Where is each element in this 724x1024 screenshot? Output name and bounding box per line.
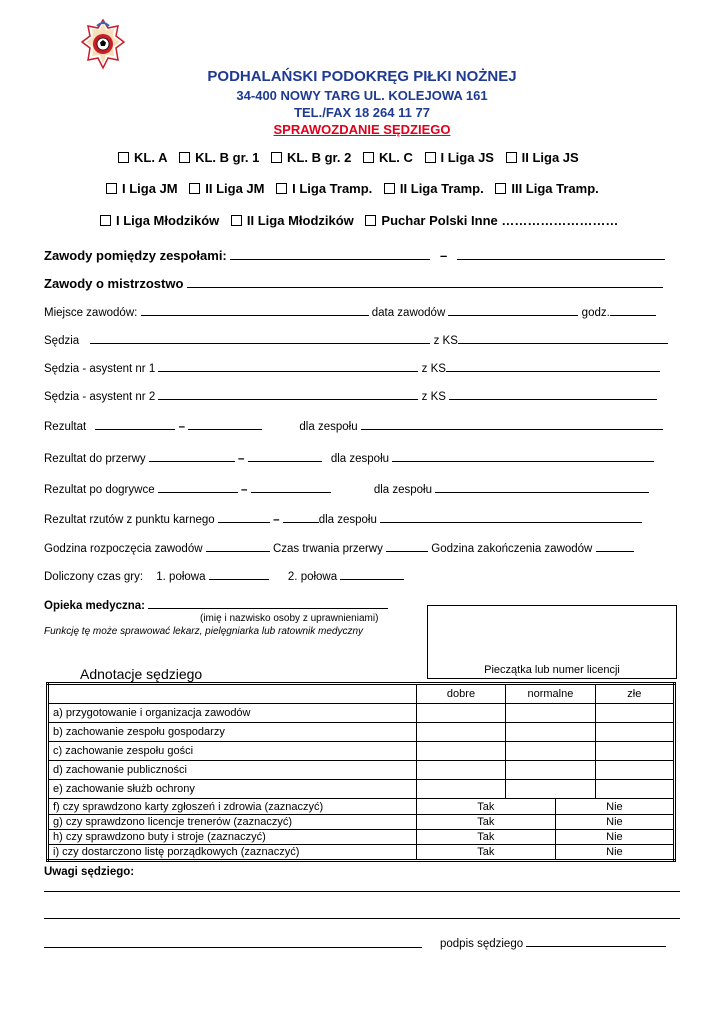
league-checkbox[interactable] xyxy=(118,152,129,163)
league-checkbox[interactable] xyxy=(106,183,117,194)
assistant1-club-field[interactable] xyxy=(446,361,660,372)
table-header-row xyxy=(48,684,675,704)
check-row xyxy=(48,845,675,861)
org-phone: TEL./FAX 18 264 11 77 xyxy=(294,105,430,120)
penalties-row xyxy=(44,512,642,526)
column-header: normalne xyxy=(506,684,596,704)
check-label: g) czy sprawdzono licencje trenerów (zaznaczyć) xyxy=(48,815,417,830)
check-yes[interactable]: Tak xyxy=(416,845,555,861)
penalties-team-field[interactable] xyxy=(380,512,642,523)
league-checkbox[interactable] xyxy=(495,183,506,194)
check-no[interactable]: Nie xyxy=(555,799,674,815)
club-logo xyxy=(80,18,126,72)
table-row xyxy=(48,780,675,799)
column-header: dobre xyxy=(416,684,505,704)
rating-cell[interactable] xyxy=(595,704,674,723)
referee-field[interactable] xyxy=(90,333,430,344)
referee-club-label: z KS xyxy=(433,335,458,347)
halftime-team-label: dla zespołu xyxy=(330,453,390,465)
penalties-away-field[interactable] xyxy=(283,512,319,523)
teams-row xyxy=(44,248,665,263)
medical-hint: (imię i nazwisko osoby z uprawnieniami) xyxy=(200,613,379,624)
assistant1-row xyxy=(44,361,660,375)
league-label: I Liga JM xyxy=(122,181,178,196)
championship-label: Zawody o mistrzostwo xyxy=(44,276,184,291)
referee-label: Sędzia xyxy=(44,335,80,347)
medical-label: Opieka medyczna: xyxy=(44,600,145,612)
rating-cell[interactable] xyxy=(416,780,505,799)
result-label: Rezultat xyxy=(44,421,87,433)
league-label: KL. A xyxy=(134,150,168,165)
extratime-label: Rezultat po dogrywce xyxy=(44,484,155,496)
medical-note: Funkcję tę może sprawować lekarz, pielęgniarka lub ratownik medyczny xyxy=(44,626,364,637)
league-label: KL. B gr. 2 xyxy=(287,150,352,165)
result-team-field[interactable] xyxy=(361,419,663,430)
org-name: PODHALAŃSKI PODOKRĘG PIŁKI NOŻNEJ xyxy=(207,68,517,85)
added-time-label: Doliczony czas gry: xyxy=(44,571,144,583)
assistant2-club-label: z KS xyxy=(421,391,446,403)
check-yes[interactable]: Tak xyxy=(416,799,555,815)
start-time-field[interactable] xyxy=(206,541,270,552)
halftime-home-field[interactable] xyxy=(149,451,235,462)
league-checkbox[interactable] xyxy=(189,183,200,194)
championship-field[interactable] xyxy=(187,277,663,288)
league-label: Puchar Polski Inne ……………………… xyxy=(381,213,619,228)
league-label: KL. B gr. 1 xyxy=(195,150,260,165)
half2-label: 2. połowa xyxy=(287,571,338,583)
extratime-team-field[interactable] xyxy=(435,482,649,493)
league-checkbox[interactable] xyxy=(271,152,282,163)
assistant1-club-label: z KS xyxy=(421,363,446,375)
result-home-field[interactable] xyxy=(95,419,175,430)
championship-row xyxy=(44,276,663,291)
check-label: f) czy sprawdzono karty zgłoszeń i zdrowia (zaznaczyć) xyxy=(48,799,417,815)
penalties-dash: – xyxy=(273,514,280,526)
end-time-field[interactable] xyxy=(596,541,634,552)
assistant2-label: Sędzia - asystent nr 2 xyxy=(44,391,156,403)
halftime-away-field[interactable] xyxy=(248,451,322,462)
check-no[interactable]: Nie xyxy=(555,815,674,830)
venue-label: Miejsce zawodów: xyxy=(44,307,138,319)
rating-cell[interactable] xyxy=(416,742,505,761)
result-dash: – xyxy=(178,421,185,433)
league-row-3 xyxy=(100,213,626,228)
teams-label: Zawody pomiędzy zespołami: xyxy=(44,248,227,263)
league-label: II Liga JM xyxy=(205,181,265,196)
league-checkbox[interactable] xyxy=(506,152,517,163)
check-yes[interactable]: Tak xyxy=(416,830,555,845)
league-label: III Liga Tramp. xyxy=(511,181,599,196)
league-label: II Liga JS xyxy=(521,150,579,165)
league-row-2 xyxy=(106,181,607,196)
result-away-field[interactable] xyxy=(188,419,262,430)
stamp-box[interactable] xyxy=(427,605,677,679)
check-no[interactable]: Nie xyxy=(555,830,674,845)
league-checkbox[interactable] xyxy=(384,183,395,194)
league-label: KL. C xyxy=(378,150,413,165)
end-time-label: Godzina zakończenia zawodów xyxy=(431,543,593,555)
rating-cell[interactable] xyxy=(595,742,674,761)
rating-cell[interactable] xyxy=(506,780,596,799)
league-checkbox[interactable] xyxy=(179,152,190,163)
column-header: złe xyxy=(595,684,674,704)
signature-row xyxy=(440,936,666,950)
table-row xyxy=(48,742,675,761)
rating-cell[interactable] xyxy=(416,723,505,742)
rating-cell[interactable] xyxy=(506,761,596,780)
result-team-label: dla zespołu xyxy=(299,421,358,433)
league-row-1 xyxy=(118,150,587,165)
assistant2-field[interactable] xyxy=(158,389,418,400)
away-team-field[interactable] xyxy=(457,249,665,260)
signature-label: podpis sędziego xyxy=(440,938,524,950)
league-label: I Liga Młodzików xyxy=(116,213,220,228)
medical-field[interactable] xyxy=(148,598,388,609)
result-row xyxy=(44,419,663,433)
league-label: I Liga Tramp. xyxy=(292,181,373,196)
league-label: II Liga Tramp. xyxy=(399,181,484,196)
halftime-row xyxy=(44,451,654,465)
remarks-label: Uwagi sędziego: xyxy=(44,866,135,878)
break-label: Czas trwania przerwy xyxy=(272,543,383,555)
rating-cell[interactable] xyxy=(506,723,596,742)
extratime-row xyxy=(44,482,649,496)
extratime-away-field[interactable] xyxy=(251,482,331,493)
penalties-label: Rezultat rzutów z punktu karnego xyxy=(44,514,215,526)
rating-cell[interactable] xyxy=(416,761,505,780)
assistant2-club-field[interactable] xyxy=(449,389,657,400)
assistant2-row xyxy=(44,389,657,403)
league-checkbox[interactable] xyxy=(231,215,242,226)
document-title: SPRAWOZDANIE SĘDZIEGO xyxy=(273,122,451,137)
signature-field[interactable] xyxy=(526,936,666,947)
rating-label: c) zachowanie zespołu gości xyxy=(48,742,417,761)
halftime-dash: – xyxy=(238,453,245,465)
annotations-table xyxy=(46,682,676,862)
times-row xyxy=(44,541,634,555)
league-checkbox[interactable] xyxy=(363,152,374,163)
table-row xyxy=(48,761,675,780)
rating-label: b) zachowanie zespołu gospodarzy xyxy=(48,723,417,742)
league-label: I Liga JS xyxy=(440,150,494,165)
venue-field[interactable] xyxy=(141,305,369,316)
assistant1-field[interactable] xyxy=(158,361,418,372)
stamp-label: Pieczątka lub numer licencji xyxy=(484,664,620,676)
break-field[interactable] xyxy=(386,541,428,552)
extratime-team-label: dla zespołu xyxy=(373,484,432,496)
rating-cell[interactable] xyxy=(595,761,674,780)
rating-cell[interactable] xyxy=(595,780,674,799)
rating-cell[interactable] xyxy=(506,704,596,723)
table-row xyxy=(48,704,675,723)
added-time-row xyxy=(44,569,404,583)
league-checkbox[interactable] xyxy=(365,215,376,226)
check-row xyxy=(48,815,675,830)
check-no[interactable]: Nie xyxy=(555,845,674,861)
penalties-team-label: dla zespołu xyxy=(318,514,377,526)
penalties-home-field[interactable] xyxy=(218,512,270,523)
league-label: II Liga Młodzików xyxy=(246,213,354,228)
halftime-label: Rezultat do przerwy xyxy=(44,453,146,465)
half1-label: 1. połowa xyxy=(156,571,206,583)
annotations-title: Adnotacje sędziego xyxy=(80,666,203,682)
rating-cell[interactable] xyxy=(416,704,505,723)
rating-label: a) przygotowanie i organizacja zawodów xyxy=(48,704,417,723)
remarks-line[interactable] xyxy=(44,891,680,892)
table-row xyxy=(48,723,675,742)
league-checkbox[interactable] xyxy=(276,183,287,194)
start-time-label: Godzina rozpoczęcia zawodów xyxy=(44,543,203,555)
extratime-home-field[interactable] xyxy=(158,482,238,493)
hour-label: godz. xyxy=(581,307,610,319)
org-address: 34-400 NOWY TARG UL. KOLEJOWA 161 xyxy=(236,88,488,103)
remarks-line[interactable] xyxy=(44,947,422,948)
league-checkbox[interactable] xyxy=(425,152,436,163)
medical-row xyxy=(44,598,388,612)
rating-label: d) zachowanie publiczności xyxy=(48,761,417,780)
check-row xyxy=(48,799,675,815)
rating-cell[interactable] xyxy=(506,742,596,761)
referee-row xyxy=(44,333,668,347)
check-label: h) czy sprawdzono buty i stroje (zaznaczyć) xyxy=(48,830,417,845)
referee-club-field[interactable] xyxy=(458,333,668,344)
half1-field[interactable] xyxy=(209,569,269,580)
check-label: i) czy dostarczono listę porządkowych (zaznaczyć) xyxy=(48,845,417,861)
check-yes[interactable]: Tak xyxy=(416,815,555,830)
date-label: data zawodów xyxy=(371,307,446,319)
remarks-line[interactable] xyxy=(44,918,680,919)
check-row xyxy=(48,830,675,845)
rating-cell[interactable] xyxy=(595,723,674,742)
league-checkbox[interactable] xyxy=(100,215,111,226)
rating-label: e) zachowanie służb ochrony xyxy=(48,780,417,799)
home-team-field[interactable] xyxy=(230,249,430,260)
date-field[interactable] xyxy=(448,305,578,316)
half2-field[interactable] xyxy=(340,569,404,580)
venue-row xyxy=(44,305,656,319)
halftime-team-field[interactable] xyxy=(392,451,654,462)
teams-dash: – xyxy=(440,248,448,263)
extratime-dash: – xyxy=(241,484,248,496)
hour-field[interactable] xyxy=(610,305,656,316)
assistant1-label: Sędzia - asystent nr 1 xyxy=(44,363,156,375)
